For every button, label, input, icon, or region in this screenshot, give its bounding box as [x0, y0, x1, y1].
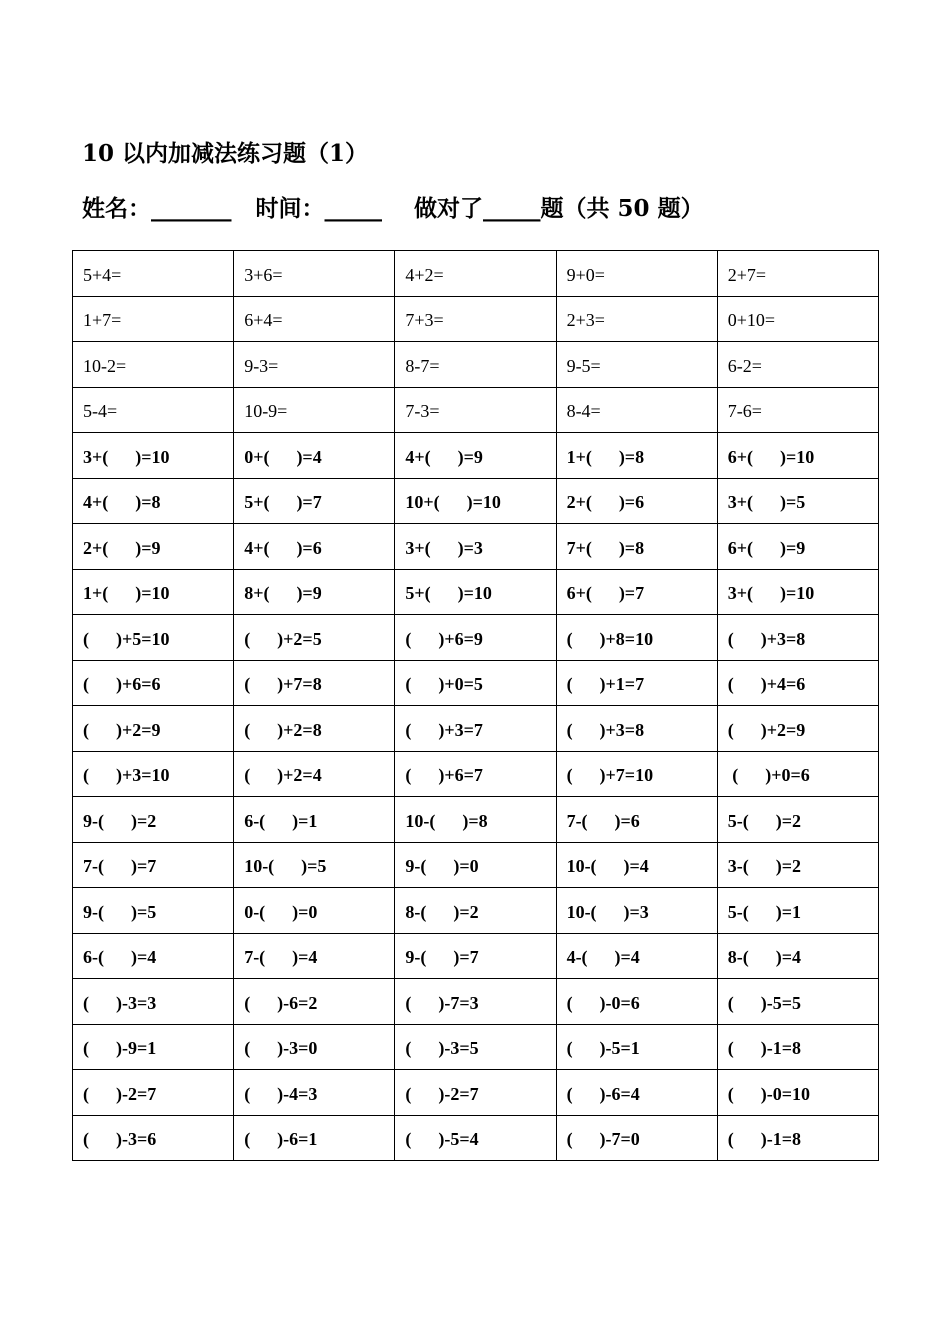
problem-cell: ( )+6=7	[395, 751, 556, 797]
problem-cell: 9-5=	[556, 342, 717, 388]
problem-cell: ( )-3=3	[73, 979, 234, 1025]
problem-cell: 6-( )=4	[73, 933, 234, 979]
problem-cell: ( )+2=9	[717, 706, 878, 752]
problem-cell: 10-9=	[234, 387, 395, 433]
problem-cell: ( )-5=1	[556, 1024, 717, 1070]
problem-cell: 6+( )=10	[717, 433, 878, 479]
table-row	[73, 979, 879, 1025]
problem-cell: ( )-0=10	[717, 1070, 878, 1116]
problem-cell: 7+( )=8	[556, 524, 717, 570]
problem-cell: 3+( )=10	[717, 569, 878, 615]
problem-cell: ( )-5=5	[717, 979, 878, 1025]
problem-cell: 3+( )=10	[73, 433, 234, 479]
problem-cell: 2+7=	[717, 251, 878, 297]
problem-cell: ( )-4=3	[234, 1070, 395, 1116]
problem-cell: ( )-5=4	[395, 1115, 556, 1161]
problem-cell: 10-( )=4	[556, 842, 717, 888]
problem-cell: 5-( )=2	[717, 797, 878, 843]
problem-cell: 4+2=	[395, 251, 556, 297]
table-row	[73, 751, 879, 797]
problem-cell: ( )+6=6	[73, 660, 234, 706]
problem-cell: 8-( )=4	[717, 933, 878, 979]
problem-cell: 0+10=	[717, 296, 878, 342]
table-row	[73, 797, 879, 843]
table-row	[73, 706, 879, 752]
problem-cell: 3+6=	[234, 251, 395, 297]
problem-cell: ( )-1=8	[717, 1115, 878, 1161]
problem-cell: 8-( )=2	[395, 888, 556, 934]
problem-cell: ( )+8=10	[556, 615, 717, 661]
problem-table	[72, 250, 879, 1161]
problem-cell: 5-( )=1	[717, 888, 878, 934]
problem-cell: 9-3=	[234, 342, 395, 388]
problem-cell: 4+( )=9	[395, 433, 556, 479]
problem-cell: 7-( )=6	[556, 797, 717, 843]
table-row	[73, 933, 879, 979]
worksheet-title: 10 以内加减法练习题（1）	[82, 140, 369, 167]
problem-cell: 2+( )=9	[73, 524, 234, 570]
problem-cell: ( )+1=7	[556, 660, 717, 706]
problem-cell: ( )-3=5	[395, 1024, 556, 1070]
problem-cell: 7-6=	[717, 387, 878, 433]
problem-cell: 4+( )=6	[234, 524, 395, 570]
problem-cell: 3-( )=2	[717, 842, 878, 888]
problem-cell: 10-( )=3	[556, 888, 717, 934]
problem-cell: ( )+7=10	[556, 751, 717, 797]
problem-cell: ( )+3=8	[556, 706, 717, 752]
table-row	[73, 1115, 879, 1161]
problem-cell: 2+3=	[556, 296, 717, 342]
table-row	[73, 524, 879, 570]
table-row	[73, 478, 879, 524]
table-row	[73, 569, 879, 615]
problem-cell: 5+( )=10	[395, 569, 556, 615]
problem-cell: ( )+0=5	[395, 660, 556, 706]
problem-cell: 4-( )=4	[556, 933, 717, 979]
problem-cell: ( )+3=7	[395, 706, 556, 752]
problem-cell: ( )+4=6	[717, 660, 878, 706]
problem-cell: 6-( )=1	[234, 797, 395, 843]
problem-cell: ( )-7=3	[395, 979, 556, 1025]
problem-cell: 9+0=	[556, 251, 717, 297]
problem-cell: 7+3=	[395, 296, 556, 342]
problem-cell: ( )+7=8	[234, 660, 395, 706]
problem-cell: ( )-2=7	[395, 1070, 556, 1116]
table-row	[73, 296, 879, 342]
problem-cell: 8+( )=9	[234, 569, 395, 615]
problem-cell: ( )-1=8	[717, 1024, 878, 1070]
problem-cell: 10-( )=8	[395, 797, 556, 843]
table-row	[73, 387, 879, 433]
problem-cell: ( )-7=0	[556, 1115, 717, 1161]
table-row	[73, 1070, 879, 1116]
problem-cell: 7-( )=4	[234, 933, 395, 979]
problem-cell: ( )-6=4	[556, 1070, 717, 1116]
problem-cell: ( )-6=2	[234, 979, 395, 1025]
problem-cell: 6+( )=7	[556, 569, 717, 615]
problem-cell: 5+4=	[73, 251, 234, 297]
problem-cell: 9-( )=5	[73, 888, 234, 934]
problem-cell: 0+( )=4	[234, 433, 395, 479]
table-row	[73, 1024, 879, 1070]
problem-cell: ( )-0=6	[556, 979, 717, 1025]
table-row	[73, 888, 879, 934]
problem-cell: ( )+3=10	[73, 751, 234, 797]
table-row	[73, 842, 879, 888]
problem-cell: 0-( )=0	[234, 888, 395, 934]
problem-cell: 6+( )=9	[717, 524, 878, 570]
problem-cell: ( )+2=8	[234, 706, 395, 752]
problem-cell: 6+4=	[234, 296, 395, 342]
problem-cell: 2+( )=6	[556, 478, 717, 524]
problem-cell: 5-4=	[73, 387, 234, 433]
table-row	[73, 251, 879, 297]
table-row	[73, 433, 879, 479]
student-info-line: 姓名：_______ 时间：_____ 做对了_____题（共 50 题）	[82, 195, 704, 222]
problem-cell: 5+( )=7	[234, 478, 395, 524]
table-row	[73, 615, 879, 661]
problem-cell: ( )+0=6	[717, 751, 878, 797]
problem-cell: 9-( )=0	[395, 842, 556, 888]
problem-cell: ( )-2=7	[73, 1070, 234, 1116]
problem-cell: ( )-3=0	[234, 1024, 395, 1070]
problem-cell: 10+( )=10	[395, 478, 556, 524]
problem-cell: 1+7=	[73, 296, 234, 342]
problem-cell: 10-( )=5	[234, 842, 395, 888]
problem-cell: ( )-6=1	[234, 1115, 395, 1161]
problem-table-body	[73, 251, 879, 1161]
problem-cell: 6-2=	[717, 342, 878, 388]
problem-cell: ( )+2=9	[73, 706, 234, 752]
problem-cell: ( )-9=1	[73, 1024, 234, 1070]
table-row	[73, 342, 879, 388]
problem-cell: 10-2=	[73, 342, 234, 388]
problem-cell: 7-( )=7	[73, 842, 234, 888]
problem-cell: 7-3=	[395, 387, 556, 433]
problem-cell: ( )+2=4	[234, 751, 395, 797]
problem-cell: 3+( )=3	[395, 524, 556, 570]
problem-cell: 9-( )=7	[395, 933, 556, 979]
problem-cell: 8-4=	[556, 387, 717, 433]
problem-cell: ( )+5=10	[73, 615, 234, 661]
table-row	[73, 660, 879, 706]
problem-cell: ( )-3=6	[73, 1115, 234, 1161]
problem-cell: 9-( )=2	[73, 797, 234, 843]
problem-cell: 4+( )=8	[73, 478, 234, 524]
problem-cell: 3+( )=5	[717, 478, 878, 524]
problem-cell: ( )+2=5	[234, 615, 395, 661]
problem-cell: 8-7=	[395, 342, 556, 388]
problem-cell: ( )+3=8	[717, 615, 878, 661]
problem-cell: ( )+6=9	[395, 615, 556, 661]
problem-cell: 1+( )=8	[556, 433, 717, 479]
problem-cell: 1+( )=10	[73, 569, 234, 615]
